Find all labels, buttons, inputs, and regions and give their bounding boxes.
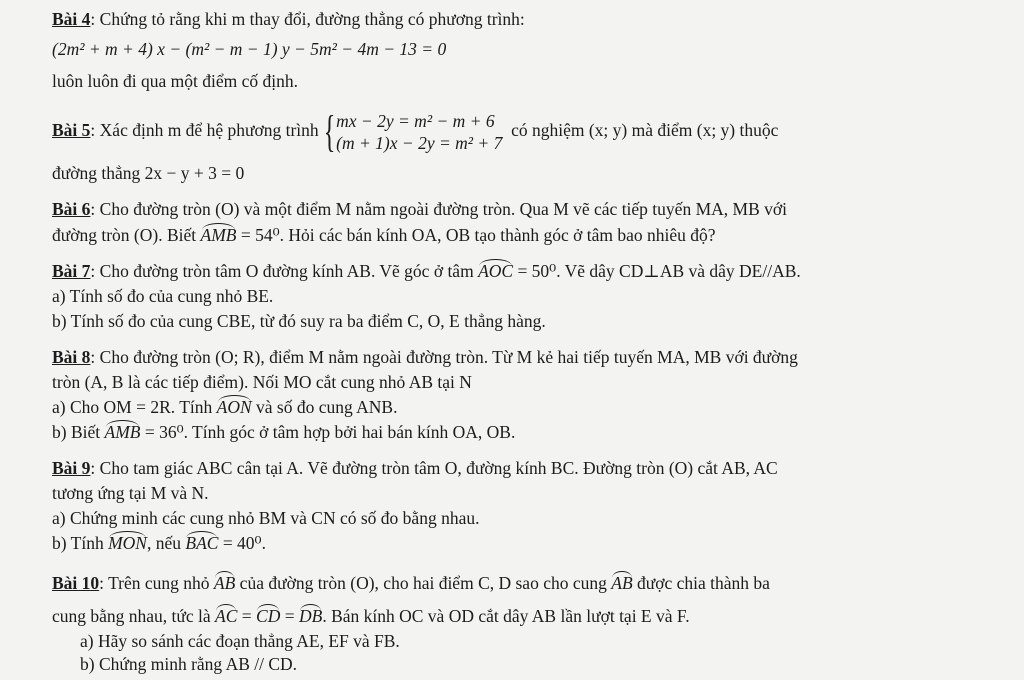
bai4-equation: (2m² + m + 4) x − (m² − m − 1) y − 5m² − 4m − 13 = 0 bbox=[52, 39, 447, 59]
bai8-line1 bbox=[52, 346, 798, 368]
angle-aoc: AOC bbox=[478, 261, 514, 281]
bai4-label: Bài 4 bbox=[52, 9, 91, 29]
equation-system bbox=[336, 110, 502, 154]
bai4-prompt: : Chứng tỏ rằng khi m thay đổi, đường thẳng có phương trình: bbox=[90, 9, 525, 29]
arc-ac: AC bbox=[215, 606, 238, 626]
bai6-text2b: = 54⁰. Hỏi các bán kính OA, OB tạo thành góc ở tâm bao nhiêu độ? bbox=[240, 225, 716, 245]
bai9-text1: : Cho tam giác ABC cân tại A. Vẽ đường tròn tâm O, đường kính BC. Đường tròn (O) cắt AB, AC bbox=[90, 458, 778, 478]
bai10-label: Bài 10 bbox=[52, 573, 100, 593]
bai8-text1: : Cho đường tròn (O; R), điểm M nằm ngoài đường tròn. Từ M kẻ hai tiếp tuyến MA, MB với đường bbox=[90, 347, 798, 367]
arc-cd: CD bbox=[256, 606, 281, 626]
angle-bac: BAC bbox=[185, 533, 219, 553]
bai8-part-b bbox=[52, 421, 515, 443]
bai10-text1a: : Trên cung nhỏ bbox=[99, 573, 210, 593]
bai10-part-a: a) Hãy so sánh các đoạn thẳng AE, EF và FB. bbox=[80, 631, 400, 651]
bai9-line2: tương ứng tại M và N. bbox=[52, 483, 209, 503]
bai8-line2: tròn (A, B là các tiếp điểm). Nối MO cắt cung nhỏ AB tại N bbox=[52, 372, 472, 392]
bai7-text1b: = 50⁰. Vẽ dây CD⊥AB và dây DE//AB. bbox=[517, 261, 801, 281]
bai5-text-c: đường thẳng 2x − y + 3 = 0 bbox=[52, 163, 245, 183]
arc-ab-2: AB bbox=[611, 573, 633, 593]
bai9-b-post: = 40⁰. bbox=[222, 533, 266, 553]
bai6-line1 bbox=[52, 198, 787, 220]
bai8-label: Bài 8 bbox=[52, 347, 91, 367]
bai6-label: Bài 6 bbox=[52, 199, 91, 219]
angle-amb: AMB bbox=[200, 225, 237, 245]
bai7-label: Bài 7 bbox=[52, 261, 91, 281]
bai5-text-b: có nghiệm (x; y) mà điểm (x; y) thuộc bbox=[511, 120, 779, 140]
angle-amb-2: AMB bbox=[104, 422, 141, 442]
bai8-part-a bbox=[52, 396, 397, 418]
bai8-b-post: = 36⁰. Tính góc ở tâm hợp bởi hai bán kính OA, OB. bbox=[144, 422, 516, 442]
arc-ab: AB bbox=[213, 573, 236, 593]
bai10-text1b: của đường tròn (O), cho hai điểm C, D sao cho cung bbox=[239, 573, 607, 593]
bai4-tail: luôn luôn đi qua một điểm cố định. bbox=[52, 71, 298, 91]
bai7-line1 bbox=[52, 260, 801, 282]
angle-mon: MON bbox=[108, 533, 147, 553]
system-brace: { bbox=[323, 106, 336, 156]
bai7-part-a: a) Tính số đo của cung nhỏ BE. bbox=[52, 286, 274, 306]
bai10-part-b: b) Chứng minh rằng AB // CD. bbox=[80, 654, 298, 674]
bai10-text2b: . Bán kính OC và OD cắt dây AB lần lượt tại E và F. bbox=[322, 606, 690, 626]
system-eq1: mx − 2y = m² − m + 6 bbox=[336, 110, 495, 131]
bai10-text1c: được chia thành ba bbox=[637, 573, 770, 593]
bai10-line2: cung bằng nhau, tức là AC = CD = DB. Bán kính OC và OD cắt dây AB lần lượt tại E và F. bbox=[52, 606, 690, 626]
bai8-a-post: và số đo cung ANB. bbox=[256, 397, 398, 417]
bai10-text2a: cung bằng nhau, tức là bbox=[52, 606, 211, 626]
bai5-line1 bbox=[52, 106, 779, 156]
bai9-b-mid: , nếu bbox=[146, 533, 181, 553]
bai6-text1: : Cho đường tròn (O) và một điểm M nằm ngoài đường tròn. Qua M vẽ các tiếp tuyến MA, MB với bbox=[90, 199, 787, 219]
bai4-line1 bbox=[52, 8, 525, 30]
bai10-line1 bbox=[52, 572, 770, 594]
bai5-text-a: : Xác định m để hệ phương trình bbox=[90, 120, 319, 140]
bai9-part-b bbox=[52, 532, 266, 554]
bai6-text2a: đường tròn (O). Biết bbox=[52, 225, 197, 245]
bai9-line1 bbox=[52, 457, 778, 479]
bai8-a-pre: a) Cho OM = 2R. Tính bbox=[52, 397, 213, 417]
bai7-part-b: b) Tính số đo của cung CBE, từ đó suy ra ba điểm C, O, E thẳng hàng. bbox=[52, 311, 546, 331]
system-eq2: (m + 1)x − 2y = m² + 7 bbox=[336, 132, 503, 153]
bai9-b-pre: b) Tính bbox=[52, 533, 104, 553]
bai7-text1a: : Cho đường tròn tâm O đường kính AB. Vẽ góc ở tâm bbox=[90, 261, 474, 281]
bai9-part-a: a) Chứng minh các cung nhỏ BM và CN có số đo bằng nhau. bbox=[52, 508, 480, 528]
arc-db: DB bbox=[298, 606, 323, 626]
bai5-label: Bài 5 bbox=[52, 120, 91, 140]
bai6-line2 bbox=[52, 224, 716, 246]
bai9-label: Bài 9 bbox=[52, 458, 91, 478]
bai8-b-pre: b) Biết bbox=[52, 422, 101, 442]
angle-aon: AON bbox=[216, 397, 252, 417]
